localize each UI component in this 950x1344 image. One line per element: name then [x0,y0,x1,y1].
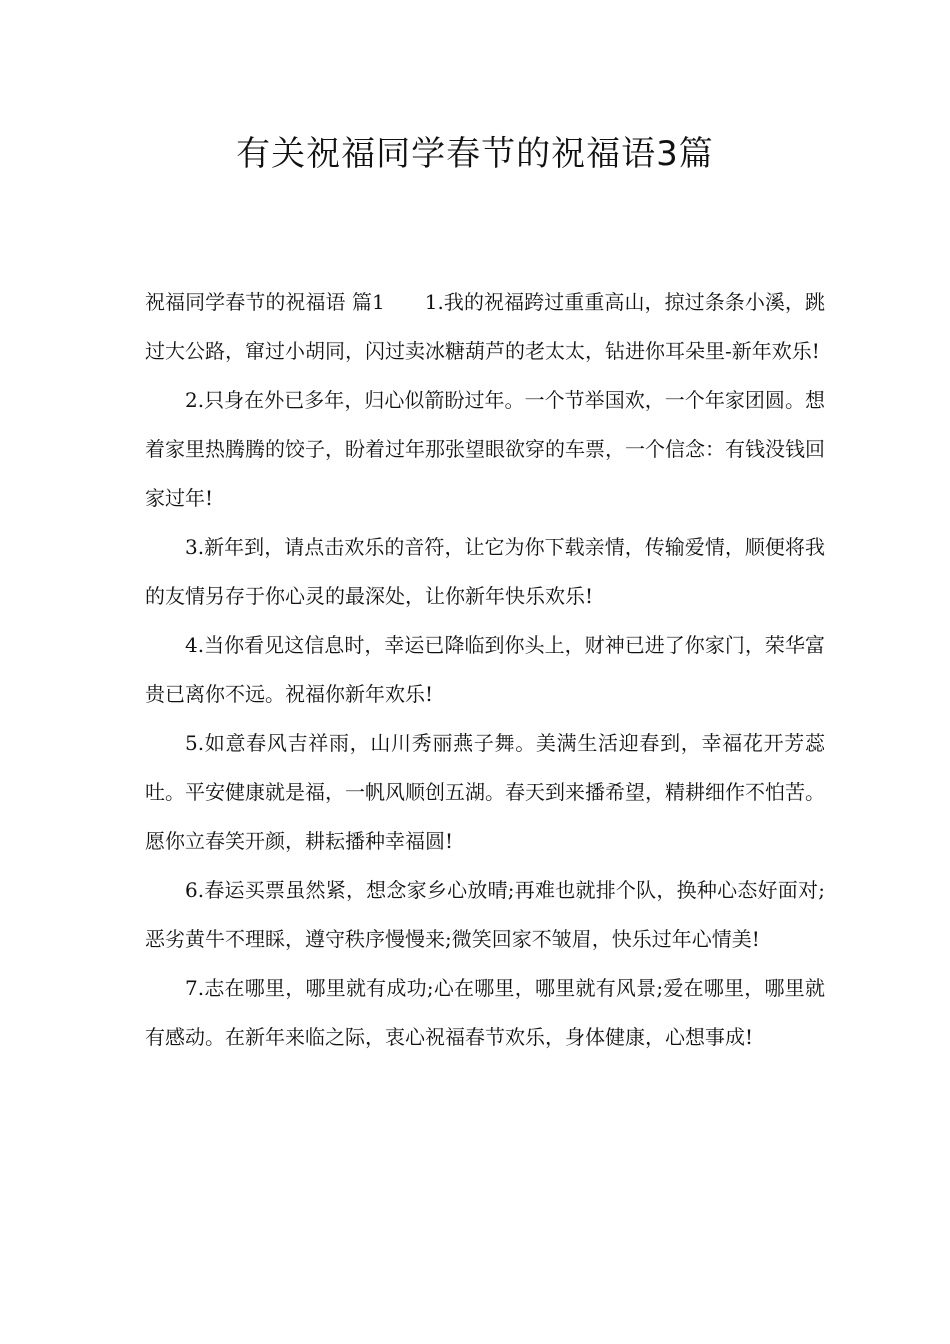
document-title: 有关祝福同学春节的祝福语3篇 [236,134,714,174]
paragraph-6: 6.春运买票虽然紧，想念家乡心放晴;再难也就排个队，换种心态好面对;恶劣黄牛不理睬，遵守秩序慢慢来;微笑回家不皱眉，快乐过年心情美! [145,878,825,951]
paragraph-4: 4.当你看见这信息时，幸运已降临到你头上，财神已进了你家门，荣华富贵已离你不远。祝福你新年欢乐! [145,633,825,706]
paragraph-3: 3.新年到，请点击欢乐的音符，让它为你下载亲情，传输爱情，顺便将我的友情另存于你心灵的最深处，让你新年快乐欢乐! [145,535,825,608]
paragraph-7: 7.志在哪里，哪里就有成功;心在哪里，哪里就有风景;爱在哪里，哪里就有感动。在新年来临之际，衷心祝福春节欢乐，身体健康，心想事成! [145,976,825,1049]
paragraph-5: 5.如意春风吉祥雨，山川秀丽燕子舞。美满生活迎春到，幸福花开芳蕊吐。平安健康就是福，一帆风顺创五湖。春天到来播希望，精耕细作不怕苦。愿你立春笑开颜，耕耘播种幸福圆! [145,731,825,853]
document-body [145,278,825,1062]
paragraph-text: 1.我的祝福跨过重重高山，掠过条条小溪，跳过大公路，窜过小胡同，闪过卖冰糖葫芦的老太太，钻进你耳朵里-新年欢乐! [145,290,825,363]
paragraph-1 [145,278,825,376]
paragraph-2: 2.只身在外已多年，归心似箭盼过年。一个节举国欢，一个年家团圆。想着家里热腾腾的饺子，盼着过年那张望眼欲穿的车票，一个信念：有钱没钱回家过年! [145,388,825,510]
section-heading: 祝福同学春节的祝福语 篇1 [145,290,385,314]
